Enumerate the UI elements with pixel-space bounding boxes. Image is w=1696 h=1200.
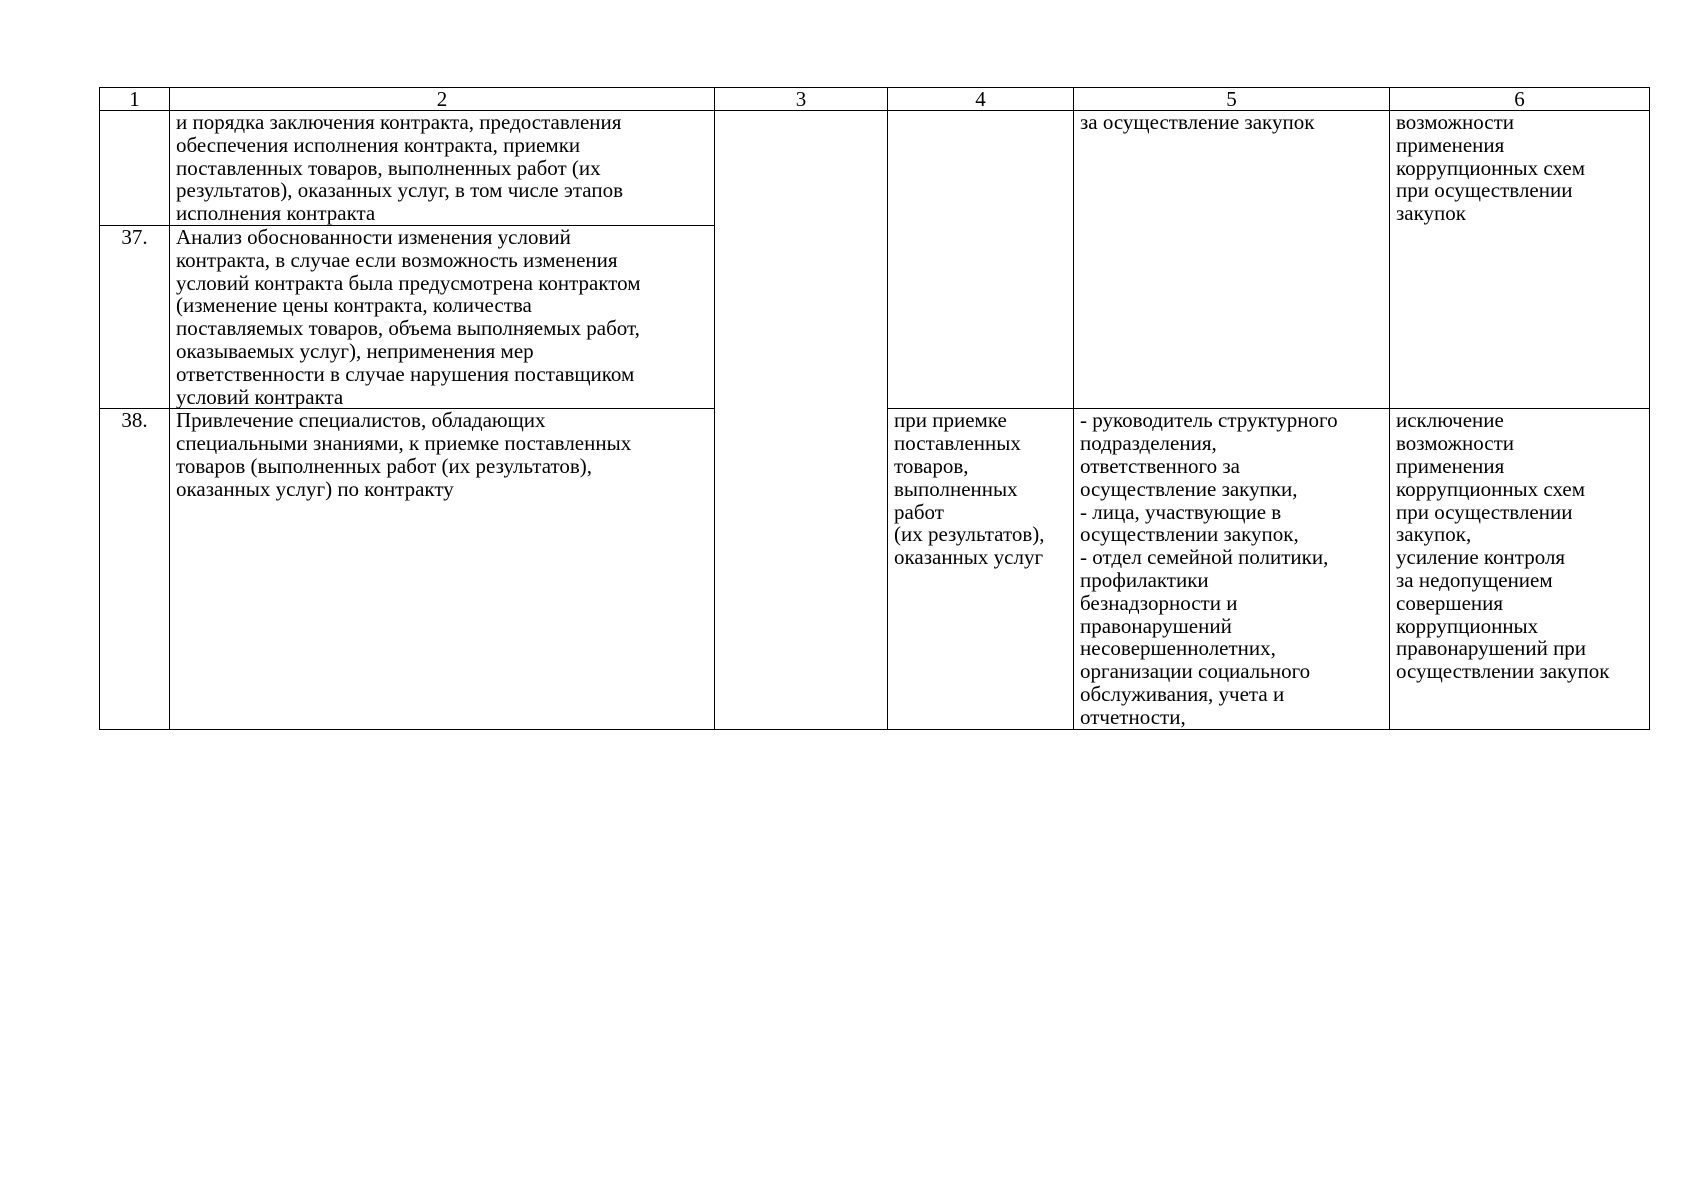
measures-table [99, 87, 1650, 730]
row-number-cell: 38. [100, 409, 170, 729]
column-header-1: 1 [100, 88, 170, 111]
column-number-row [100, 88, 1650, 111]
column-3-cell [715, 111, 888, 730]
measure-description-cell: Привлечение специалистов, обладающих специальными знаниями, к приемке поставленных товаров (выполненных работ (их результатов), оказанных услуг) по контракту [170, 409, 715, 729]
column-header-4: 4 [888, 88, 1074, 111]
deadline-cell [888, 111, 1074, 409]
result-cell: возможности применения коррупционных схем при осуществлении закупок [1390, 111, 1650, 409]
row-number-cell: 37. [100, 226, 170, 409]
measure-description-cell: и порядка заключения контракта, предоставления обеспечения исполнения контракта, приемки поставленных товаров, выполненных работ (их результатов), оказанных услуг, в том числе этапов исполнения контракта [170, 111, 715, 226]
column-header-6: 6 [1390, 88, 1650, 111]
deadline-cell: при приемке поставленных товаров, выполненных работ (их результатов), оказанных услуг [888, 409, 1074, 729]
table-row [100, 111, 1650, 226]
measure-description-cell: Анализ обоснованности изменения условий контракта, в случае если возможность изменения условий контракта была предусмотрена контрактом (изменение цены контракта, количества поставляемых товаров, объема выполняемых работ, оказываемых услуг), неприменения мер ответственности в случае нарушения поставщиком условий контракта [170, 226, 715, 409]
row-number-cell [100, 111, 170, 226]
responsible-cell: за осуществление закупок [1074, 111, 1390, 409]
responsible-cell: - руководитель структурного подразделения, ответственного за осуществление закупки, - лица, участвующие в осуществлении закупок, - отдел семейной политики, профилактики безнадзорности и правонарушений несовершеннолетних, организации социального обслуживания, учета и отчетности, [1074, 409, 1390, 729]
column-header-3: 3 [715, 88, 888, 111]
column-header-5: 5 [1074, 88, 1390, 111]
column-header-2: 2 [170, 88, 715, 111]
result-cell: исключение возможности применения коррупционных схем при осуществлении закупок, усиление контроля за недопущением совершения коррупционных правонарушений при осуществлении закупок [1390, 409, 1650, 729]
